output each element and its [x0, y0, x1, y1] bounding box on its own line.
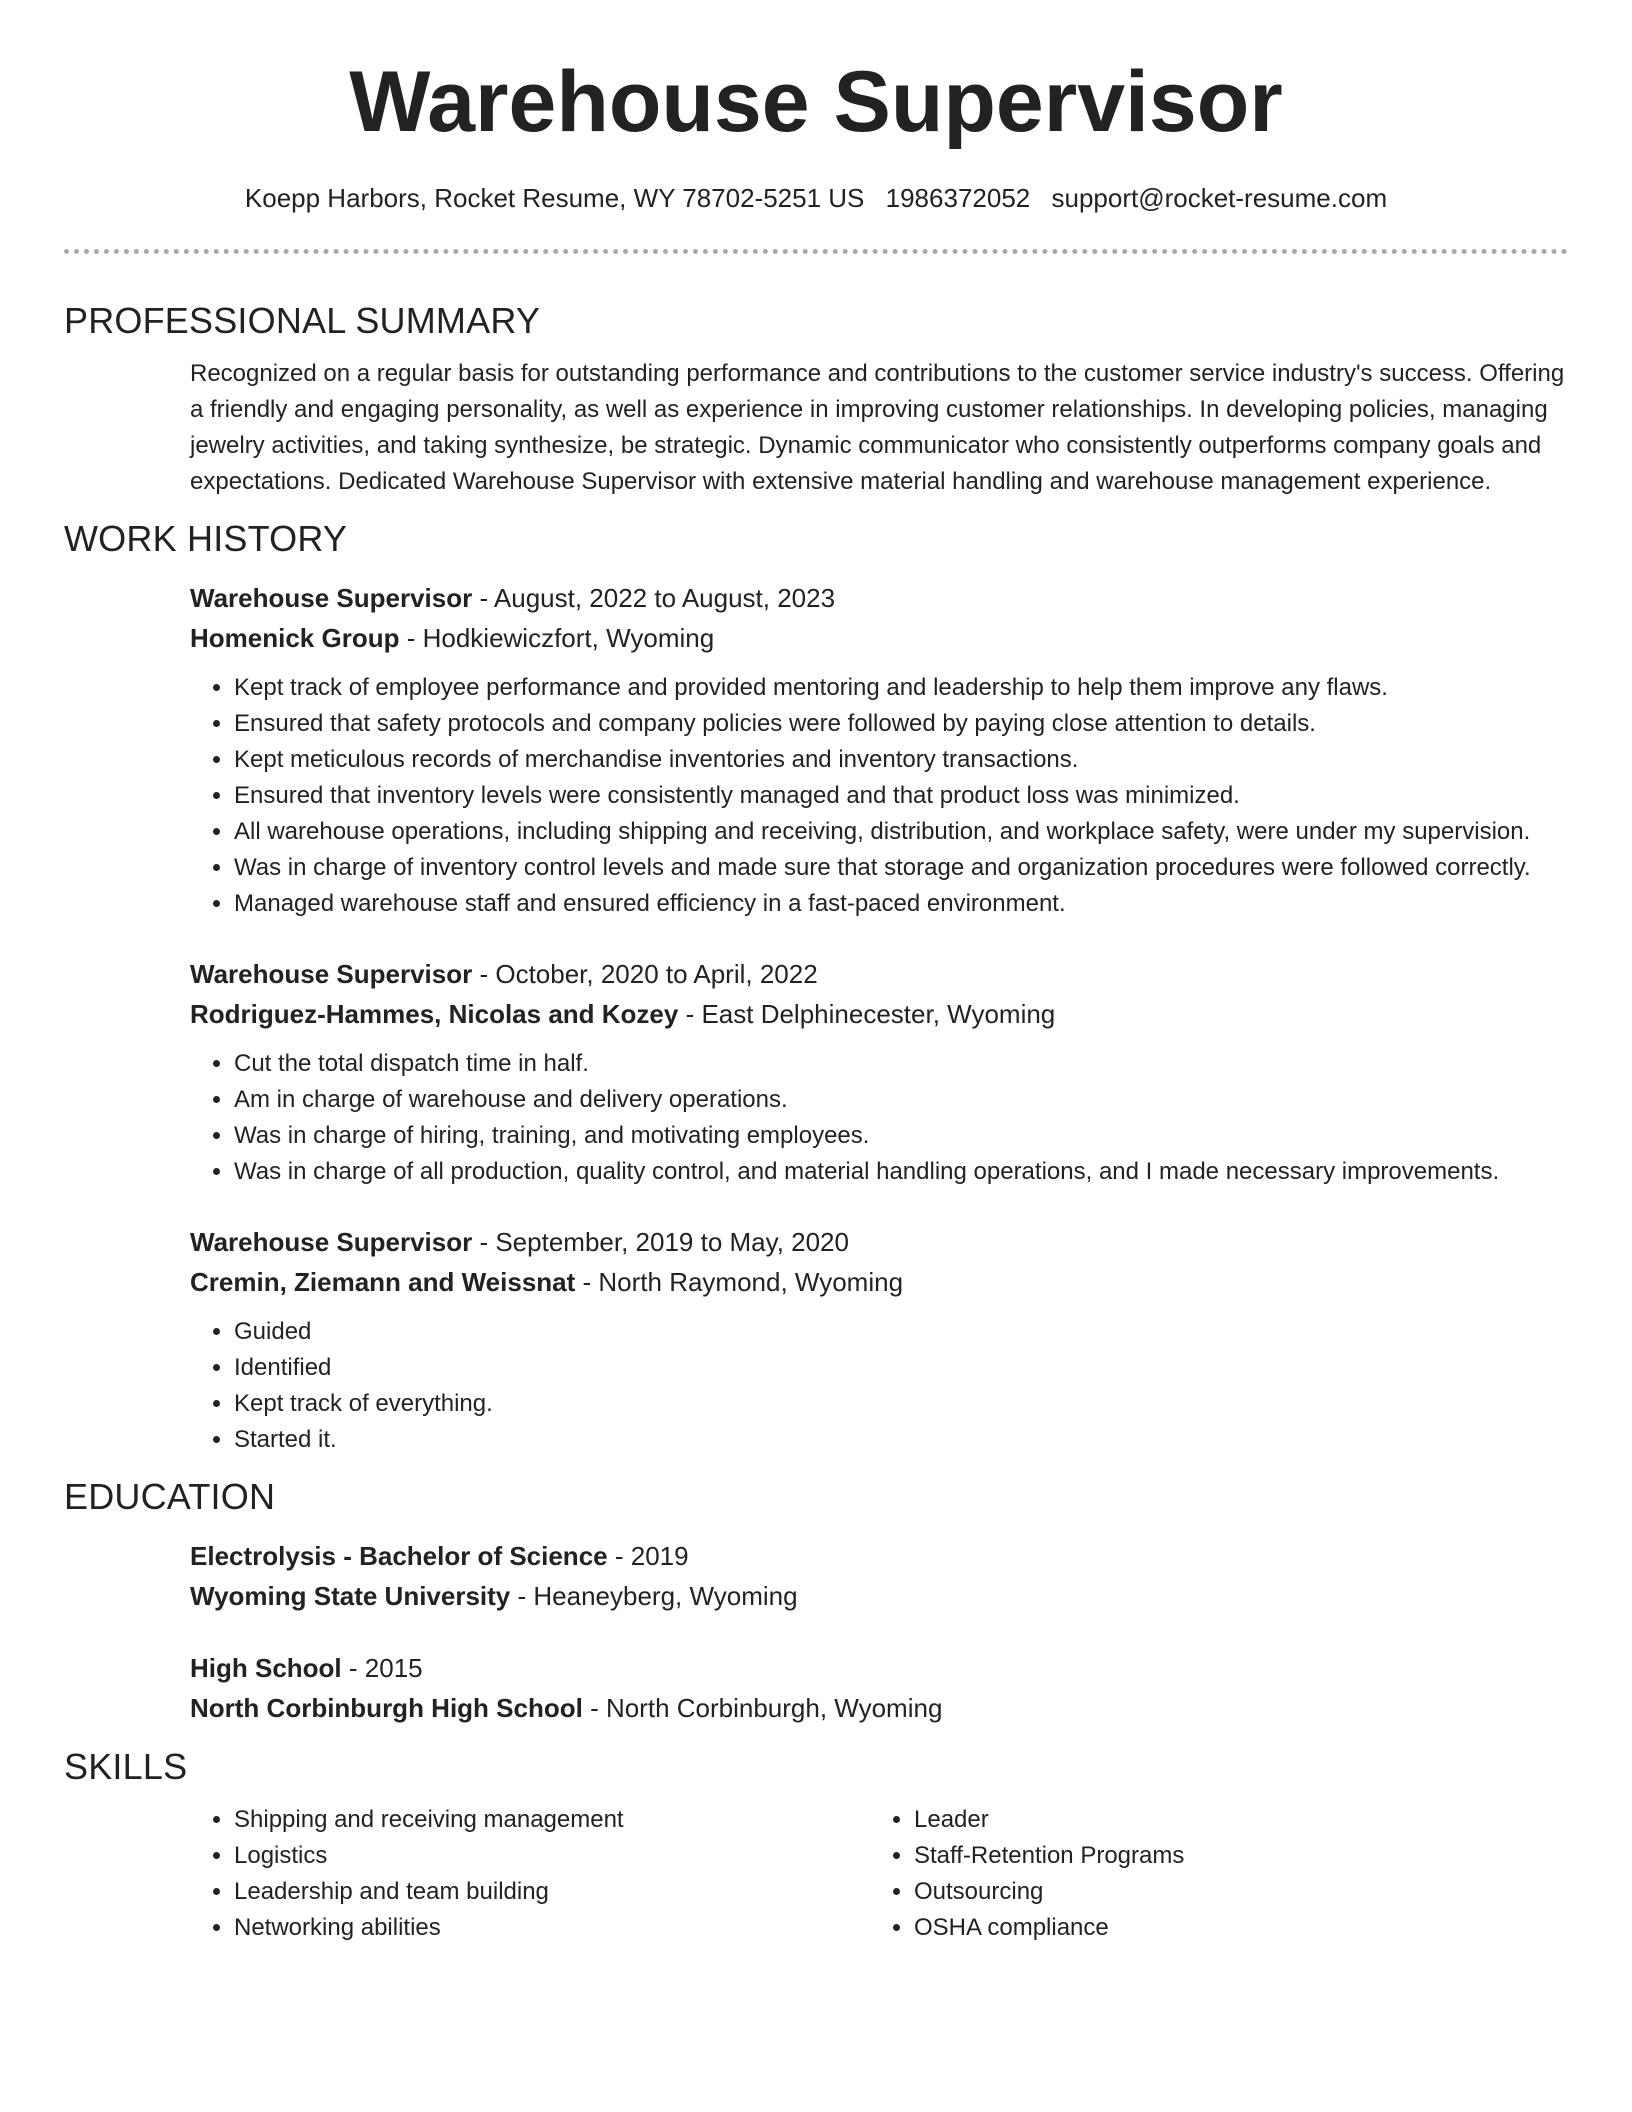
job-dates: - October, 2020 to April, 2022 [472, 959, 818, 989]
education-year: - 2015 [341, 1653, 423, 1683]
job-location: - East Delphinecester, Wyoming [678, 999, 1056, 1029]
education-school: North Corbinburgh High School [190, 1693, 583, 1723]
summary-section [64, 296, 1568, 500]
skills-left-list [190, 1802, 870, 1946]
job-bullet: • Ensured that inventory levels were consistently managed and that product loss was minimized. [234, 778, 1568, 814]
job-bullet: • Was in charge of all production, quality control, and material handling operations, and I made necessary improvements. [234, 1154, 1568, 1190]
job-entry [190, 954, 1568, 1190]
job-bullets [190, 1046, 1568, 1190]
education-location: - Heaneyberg, Wyoming [510, 1581, 798, 1611]
job-bullet: • Kept track of employee performance and provided mentoring and leadership to help them improve any flaws. [234, 670, 1568, 706]
job-bullet: • Managed warehouse staff and ensured efficiency in a fast-paced environment. [234, 886, 1568, 922]
contact-info [0, 180, 1632, 216]
job-location: - North Raymond, Wyoming [575, 1267, 904, 1297]
job-company-line [190, 1262, 1568, 1302]
skill-item: • Leader [914, 1802, 1514, 1838]
education-entry [190, 1648, 1568, 1728]
skills-columns [190, 1802, 1568, 1946]
education-heading: EDUCATION [64, 1476, 276, 1517]
job-title-line [190, 578, 1568, 618]
work-history-heading: WORK HISTORY [64, 518, 348, 559]
skill-item: • Outsourcing [914, 1874, 1514, 1910]
education-degree: Electrolysis - Bachelor of Science [190, 1541, 608, 1571]
job-dates: - August, 2022 to August, 2023 [472, 583, 836, 613]
job-bullet: • Kept track of everything. [234, 1386, 1568, 1422]
education-degree-line [190, 1536, 1568, 1576]
job-bullet: • Started it. [234, 1422, 1568, 1458]
education-location: - North Corbinburgh, Wyoming [582, 1693, 943, 1723]
job-role: Warehouse Supervisor [190, 959, 473, 989]
work-history-section [64, 514, 1568, 1458]
contact-phone: 1986372052 [885, 183, 1031, 213]
education-school: Wyoming State University [190, 1581, 511, 1611]
skills-section [64, 1742, 1568, 1946]
education-school-line [190, 1576, 1568, 1616]
job-entry [190, 1222, 1568, 1458]
skill-item: • Networking abilities [234, 1910, 870, 1946]
job-bullet: • Cut the total dispatch time in half. [234, 1046, 1568, 1082]
summary-text: Recognized on a regular basis for outstanding performance and contributions to the customer service industry's success. Offering a friendly and engaging personality, as well as experience in improving customer relationships. In developing policies, managing jewelry activities, and taking synthesize, be strategic. Dynamic communicator who consistently outperforms company goals and expectations. Dedicated Warehouse Supervisor with extensive material handling and warehouse management experience. [190, 360, 1565, 495]
job-bullet: • Kept meticulous records of merchandise inventories and inventory transactions. [234, 742, 1568, 778]
education-degree: High School [190, 1653, 342, 1683]
job-bullet: • Identified [234, 1350, 1568, 1386]
job-company-line [190, 994, 1568, 1034]
education-degree-line [190, 1648, 1568, 1688]
job-bullet: • Ensured that safety protocols and company policies were followed by paying close attention to details. [234, 706, 1568, 742]
job-title-line [190, 1222, 1568, 1262]
job-bullet: • Was in charge of hiring, training, and motivating employees. [234, 1118, 1568, 1154]
job-entry [190, 578, 1568, 922]
education-section [64, 1472, 1568, 1728]
contact-email: support@rocket-resume.com [1051, 183, 1388, 213]
job-title-line [190, 954, 1568, 994]
summary-heading: PROFESSIONAL SUMMARY [64, 300, 541, 341]
job-location: - Hodkiewiczfort, Wyoming [399, 623, 715, 653]
skill-item: • Leadership and team building [234, 1874, 870, 1910]
skill-item: • Shipping and receiving management [234, 1802, 870, 1838]
header-divider [64, 249, 1568, 254]
job-role: Warehouse Supervisor [190, 583, 473, 613]
skill-item: • Staff-Retention Programs [914, 1838, 1514, 1874]
job-bullets [190, 1314, 1568, 1458]
education-school-line [190, 1688, 1568, 1728]
skills-right-list [870, 1802, 1514, 1946]
skill-item: • Logistics [234, 1838, 870, 1874]
skill-item: • OSHA compliance [914, 1910, 1514, 1946]
job-bullet: • Am in charge of warehouse and delivery operations. [234, 1082, 1568, 1118]
job-bullet: • All warehouse operations, including shipping and receiving, distribution, and workplace safety, were under my supervision. [234, 814, 1568, 850]
job-company: Cremin, Ziemann and Weissnat [190, 1267, 576, 1297]
job-bullet: • Was in charge of inventory control levels and made sure that storage and organization procedures were followed correctly. [234, 850, 1568, 886]
job-company-line [190, 618, 1568, 658]
education-entry [190, 1536, 1568, 1616]
job-company: Rodriguez-Hammes, Nicolas and Kozey [190, 999, 679, 1029]
job-bullet: • Guided [234, 1314, 1568, 1350]
resume-name: Warehouse Supervisor [349, 54, 1283, 150]
resume-content [64, 296, 1568, 1946]
contact-address: Koepp Harbors, Rocket Resume, WY 78702-5251 US [244, 183, 865, 213]
skills-heading: SKILLS [64, 1746, 188, 1787]
job-bullets [190, 670, 1568, 922]
job-role: Warehouse Supervisor [190, 1227, 473, 1257]
education-year: - 2019 [607, 1541, 689, 1571]
job-company: Homenick Group [190, 623, 400, 653]
job-dates: - September, 2019 to May, 2020 [472, 1227, 849, 1257]
